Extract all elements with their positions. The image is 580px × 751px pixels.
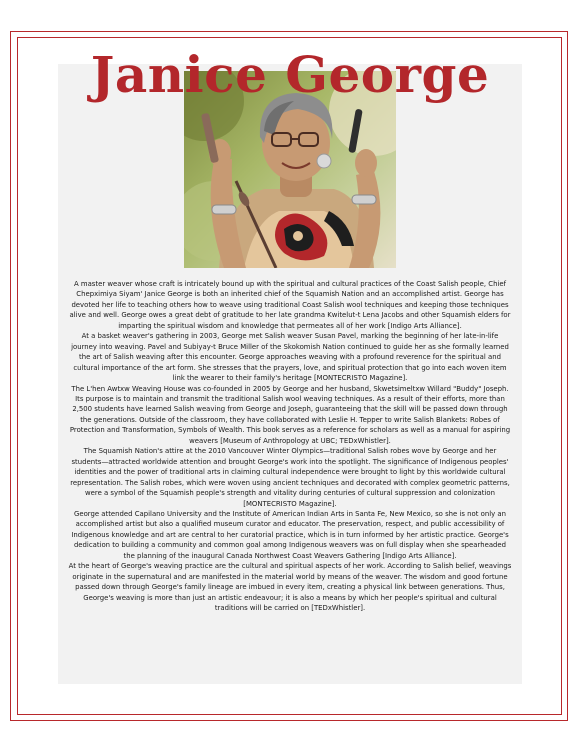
paragraph: A master weaver whose craft is intricately bound up with the spiritual and cultural practices of the Coast Salish people, Chief Chepximiya Siyam' Janice George is both an inherited chief of the Squamish Nation and an accomplished artist. George has devoted her life to teaching others how to weave using traditional Coast Salish wool techniques and keeping those techniques alive and well. George owes a great debt of gratitude to her late grandma Kwitelut-t Lena Jacobs and other Squamish elders for imparting the spiritual wisdom and knowledge that permeates all of her work [Indigo Arts Alliance]. [69,280,511,330]
paragraph: The L'hen Awtxw Weaving House was co-founded in 2005 by George and her husband, Skwetsimeltxw Willard "Buddy" Joseph. Its purpose is to maintain and transmit the traditional Salish wool weaving techniques. As a result of their efforts, more than 2,500 students have learned Salish weaving from George and Joseph, guaranteeing that the skill will be passed down through the generations. Outside of the classroom, they have collaborated with Leslie H. Tepper to write Salish Blankets: Robes of Protection and Transformation, Symbols of Wealth. This book serves as a reference for scholars as well as a manual for aspiring weavers [Museum of Anthropology at UBC; TEDxWhistler]. [69,384,511,445]
paragraph: The Squamish Nation's attire at the 2010 Vancouver Winter Olympics—traditional Salish robes wove by George and her students—attracted worldwide attention and brought George's work into the spotlight. The significance of Indigenous peoples' identities and the power of traditional arts in claiming cultural independence were brought to light by this worldwide cultural representation. The Salish robes, which were woven using ancient techniques and decorated with complex geometric patterns, were a symbol of the Squamish people's strength and vitality during centuries of cultural suppression and colonization [MONTECRISTO Magazine]. [70,447,510,508]
paragraph: At a basket weaver's gathering in 2003, George met Salish weaver Susan Pavel, marking the beginning of her late-in-life journey into weaving. Pavel and Subiyay-t Bruce Miller of the Skokomish Nation continued to guide her as she formally learned the art of Salish weaving after this encounter. George approaches weaving with a profound reverence for the spiritual and cultural importance of the art form. She stresses that the prayers, love, and spiritual protection that go into each woven item link the wearer to their family's heritage [MONTECRISTO Magazine]. [71,332,509,383]
biography-text [68,279,512,614]
paragraph: George attended Capilano University and the Institute of American Indian Arts in Santa Fe, New Mexico, so she is not only an accomplished artist but also a qualified museum curator and educator. The preservation, respect, and public accessibility of Indigenous knowledge and art are central to her curatorial practice, which is in turn informed by her artistic practice. George's dedication to building a community and common goal among Indigenous weavers was on full display when she spearheaded the planning of the inaugural Canada Northwest Coast Weavers Gathering [Indigo Arts Alliance]. [71,509,509,560]
page-title: Janice George [90,44,490,104]
paragraph: At the heart of George's weaving practice are the cultural and spiritual aspects of her work. According to Salish belief, weavings originate in the supernatural and are manifested in the material world by means of the weaver. The wisdom and good fortune passed down through George's family lineage are imbued in every item, creating a physical link between generations. Thus, George's weaving is more than just an artistic endeavour; it is also a means by which her people's spiritual and cultural traditions will be carried on [TEDxWhistler]. [68,562,512,613]
